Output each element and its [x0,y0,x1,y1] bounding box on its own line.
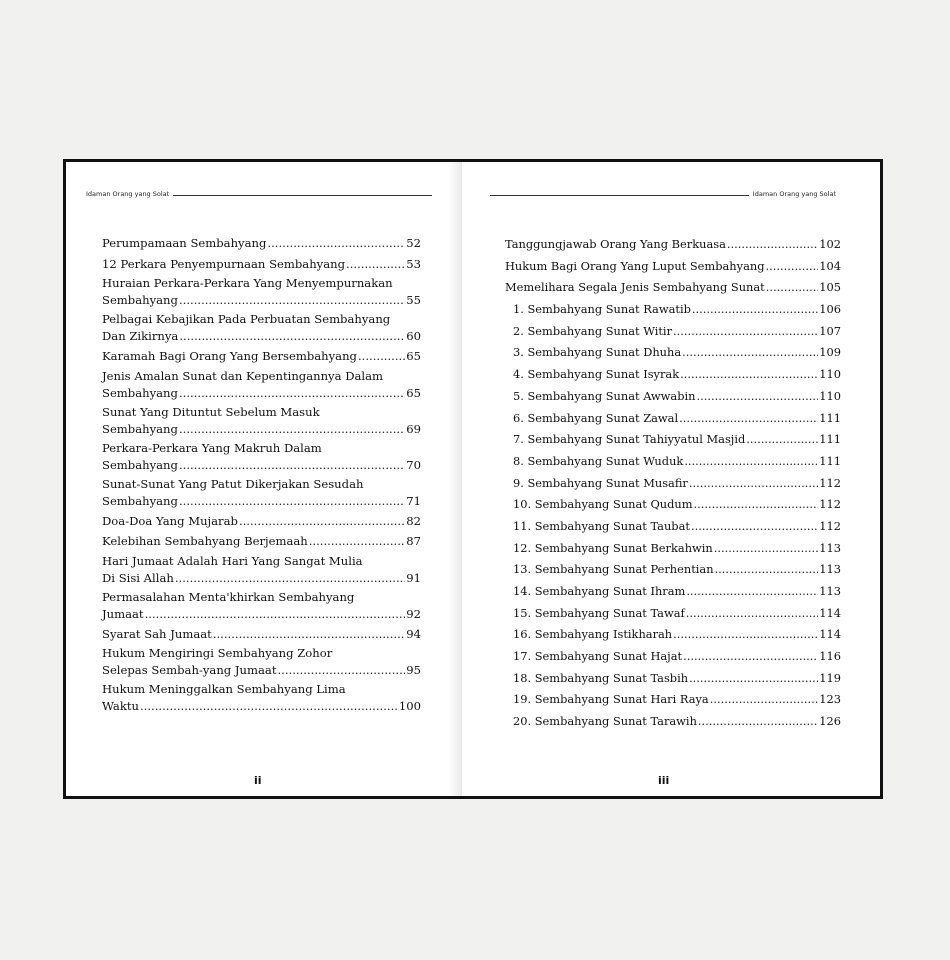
dot-leader [766,278,819,297]
toc-page-number: 113 [819,562,841,577]
toc-page-number: 111 [819,453,841,468]
toc-entry [505,669,841,688]
toc-entry-title: 3. Sembahyang Sunat Dhuha [513,345,682,360]
toc-page-number: 71 [406,493,421,508]
toc-page-number: 114 [819,605,841,620]
toc-page-number: 110 [819,388,841,403]
toc-entry [505,430,841,449]
dot-leader [691,517,818,536]
toc-entry-title: 20. Sembahyang Sunat Tarawih [513,714,697,729]
running-head [86,190,436,198]
toc-entry-row [513,517,841,536]
toc-entry-row [513,343,841,362]
dot-leader [714,539,818,558]
toc-entry-title-line: Di Sisi Allah [102,570,174,585]
toc-page-number: 105 [819,280,841,295]
toc-entry-title: Memelihara Segala Jenis Sembahyang Sunat [505,280,765,295]
toc-entry [505,625,841,644]
running-head [486,190,836,198]
dot-leader [267,234,405,253]
toc-entry-title: 16. Sembahyang Istikharah [513,627,673,642]
toc-entry-row [513,647,841,666]
toc-entry [505,235,841,254]
left-page [66,162,462,796]
toc-entry [505,539,841,558]
toc-page-number: 116 [819,649,841,664]
toc-entry-title-line: Sembahyang [102,493,178,508]
dot-leader [145,606,406,623]
dot-leader [179,493,405,510]
toc-entry-title-line: Selepas Sembah-yang Jumaat [102,663,277,677]
toc-entry [505,343,841,362]
toc-entry-row [513,430,841,449]
dot-leader [673,625,818,644]
dot-leader [727,235,818,254]
toc-entry [505,409,841,428]
toc-page-number: 112 [819,475,841,490]
dot-leader [358,347,405,366]
toc-entry-row [513,387,841,406]
dot-leader [698,712,818,731]
toc-page-number: 65 [406,385,421,400]
toc-entry-row [513,539,841,558]
toc-entry-row [102,625,421,644]
dot-leader [746,430,818,449]
toc-entry-title: 4. Sembahyang Sunat Isyrak [513,367,680,382]
toc-entry-row [513,604,841,623]
toc-entry-title-line: Perkara-Perkara Yang Makruh Dalam [102,440,322,455]
toc-entry-title: 12. Sembahyang Sunat Berkahwin [513,540,713,555]
toc-page-number: 111 [819,410,841,425]
toc-entry-row [513,300,841,319]
toc-entry [505,452,841,471]
toc-entry-row [102,662,421,679]
toc-entry [102,234,421,253]
toc-entry-title: 8. Sembahyang Sunat Wuduk [513,453,684,468]
toc-page-number: 109 [819,345,841,360]
dot-leader [686,604,819,623]
toc-entry-title-line: Sembahyang [102,385,178,400]
toc-entry-title-line: Syarat Sah Jumaat [102,626,212,641]
toc-entry-title: 9. Sembahyang Sunat Musafir [513,475,688,490]
toc-entry-title: Tanggungjawab Orang Yang Berkuasa [505,237,726,251]
toc-entry [505,517,841,536]
toc-entry [102,311,421,345]
toc-entry-row [102,606,421,623]
toc-entry-title: 19. Sembahyang Sunat Hari Raya [513,692,709,707]
running-head-title: Idaman Orang yang Solat [752,190,836,198]
toc-entry [102,532,421,551]
toc-entry-row [102,255,421,274]
toc-entry [102,476,421,510]
toc-entry [102,645,421,679]
toc-entry-title-line: Pelbagai Kebajikan Pada Perbuatan Sembahyang [102,312,391,326]
toc-page-number: 113 [819,584,841,598]
toc-page-number: 114 [819,627,841,642]
toc-entry-row [513,690,841,709]
toc-entry-row [513,669,841,688]
toc-entry-row [513,495,841,514]
toc-page-number: 113 [819,540,841,555]
toc-page-number: 100 [398,699,421,713]
toc-entry-title-line: Permasalahan Menta'khirkan Sembahyang [102,589,355,604]
dot-leader [682,343,818,362]
dot-leader [710,690,819,709]
toc-entry-title-line: Perumpamaan Sembahyang [102,236,267,250]
toc-entry [505,495,841,514]
toc-page-number: 92 [406,606,421,621]
dot-leader [694,495,819,514]
toc-entry [102,512,421,531]
toc-entry-title: 13. Sembahyang Sunat Perhentian [513,562,714,577]
toc-entry-row [513,560,841,579]
toc-page-number: 102 [819,237,841,251]
toc-list [102,234,421,717]
toc-entry [505,278,841,297]
header-rule [490,195,749,196]
toc-entry [505,604,841,623]
toc-page-number: 95 [406,663,421,677]
header-rule [173,195,432,196]
toc-entry-title: 1. Sembahyang Sunat Rawatib [513,302,691,317]
toc-list [505,235,841,734]
toc-page-number: 107 [819,323,841,338]
toc-page-number: 87 [406,534,421,548]
toc-entry [102,404,421,438]
toc-entry-title: 5. Sembahyang Sunat Awwabin [513,388,696,403]
toc-entry-title-line: Sembahyang [102,457,178,472]
toc-entry-title: 18. Sembahyang Sunat Tasbih [513,670,689,685]
dot-leader [213,625,405,644]
toc-entry-title: Hukum Bagi Orang Yang Luput Sembahyang [505,258,765,273]
toc-page-number: 55 [406,293,421,307]
toc-entry [102,347,421,366]
toc-page-number: 119 [819,670,841,685]
toc-entry-title: 15. Sembahyang Sunat Tawaf [513,605,685,620]
toc-entry-title: 17. Sembahyang Sunat Hajat [513,649,683,664]
toc-entry-row [505,278,841,297]
toc-entry-title-line: Sunat Yang Dituntut Sebelum Masuk [102,404,320,419]
toc-page-number: 52 [406,236,421,250]
toc-entry [102,589,421,623]
toc-entry [505,322,841,341]
toc-entry-row [102,328,421,345]
toc-page-number: 104 [819,258,841,273]
toc-entry [102,275,421,309]
dot-leader [680,365,818,384]
toc-entry-title-line: Sembahyang [102,293,178,307]
toc-entry-title: 11. Sembahyang Sunat Taubat [513,518,690,533]
toc-entry-title-line: Sunat-Sunat Yang Patut Dikerjakan Sesudah [102,476,364,491]
dot-leader [684,452,818,471]
toc-entry [505,647,841,666]
dot-leader [766,257,819,276]
toc-entry [505,474,841,493]
toc-entry-row [102,512,421,531]
dot-leader [689,669,818,688]
toc-entry-title-line: 12 Perkara Penyempurnaan Sembahyang [102,256,346,271]
dot-leader [179,421,405,438]
dot-leader [696,387,818,406]
toc-entry-title-line: Doa-Doa Yang Mujarab [102,513,238,528]
toc-entry-row [505,235,841,254]
dot-leader [686,582,818,601]
toc-page-number: 106 [819,302,841,317]
toc-entry-title-line: Jumaat [102,606,144,621]
dot-leader [679,409,818,428]
toc-entry [102,625,421,644]
dot-leader [689,474,818,493]
toc-page-number: 70 [406,457,421,472]
dot-leader [179,292,405,309]
toc-page-number: 112 [819,518,841,533]
toc-entry [102,368,421,402]
dot-leader [239,512,405,531]
toc-page-number: 60 [406,329,421,343]
toc-entry-title-line: Kelebihan Sembahyang Berjemaah [102,534,308,548]
toc-entry-row [102,493,421,510]
toc-entry-row [513,474,841,493]
toc-entry-title: 6. Sembahyang Sunat Zawal [513,410,679,425]
toc-entry-row [102,532,421,551]
toc-entry-row [102,698,421,715]
toc-page-number: 110 [819,367,841,382]
toc-entry-title: 14. Sembahyang Sunat Ihram [513,584,686,598]
toc-entry [102,440,421,474]
toc-entry-title-line: Hukum Meninggalkan Sembahyang Lima [102,682,346,696]
toc-entry-row [102,385,421,402]
toc-page-number: 53 [406,256,421,271]
toc-entry-row [513,409,841,428]
right-page [462,162,880,796]
toc-entry-row [513,452,841,471]
toc-entry [505,387,841,406]
dot-leader [346,255,405,274]
toc-entry-title-line: Jenis Amalan Sunat dan Kepentingannya Dalam [102,368,384,383]
dot-leader [309,532,405,551]
toc-entry [102,255,421,274]
dot-leader [179,385,405,402]
toc-entry-row [102,292,421,309]
book-spread [63,159,883,799]
toc-entry-title-line: Dan Zikirnya [102,329,179,343]
dot-leader [692,300,818,319]
toc-page-number: 69 [406,421,421,436]
toc-entry-title-line: Waktu [102,699,139,713]
toc-page-number: 91 [406,570,421,585]
toc-entry-title: 2. Sembahyang Sunat Witir [513,323,673,338]
toc-entry [102,681,421,715]
toc-page-number: 82 [406,513,421,528]
toc-entry [505,560,841,579]
toc-entry-row [102,347,421,366]
toc-page-number: 65 [406,349,421,363]
toc-entry-row [513,322,841,341]
toc-entry-row [102,457,421,474]
toc-page-number: 111 [819,432,841,447]
dot-leader [140,698,398,715]
dot-leader [683,647,818,666]
toc-entry-row [513,625,841,644]
toc-entry-row [505,257,841,276]
dot-leader [673,322,818,341]
toc-entry [505,582,841,601]
toc-entry [505,365,841,384]
toc-entry-row [102,234,421,253]
toc-page-number: 94 [406,626,421,641]
dot-leader [175,570,405,587]
toc-page-number: 126 [819,714,841,729]
toc-entry-title-line: Hari Jumaat Adalah Hari Yang Sangat Mulia [102,553,363,568]
toc-entry-title-line: Hukum Mengiringi Sembahyang Zohor [102,646,333,660]
toc-entry [505,257,841,276]
toc-entry [505,712,841,731]
toc-entry-title-line: Karamah Bagi Orang Yang Bersembahyang [102,349,357,363]
dot-leader [715,560,819,579]
toc-entry-row [513,712,841,731]
toc-entry-row [102,570,421,587]
page-number: iii [658,774,670,787]
toc-entry-row [102,421,421,438]
dot-leader [277,662,405,679]
toc-page-number: 112 [819,497,841,512]
toc-entry-title: 10. Sembahyang Sunat Qudum [513,497,693,512]
toc-entry-title-line: Sembahyang [102,421,178,436]
toc-entry-title: 7. Sembahyang Sunat Tahiyyatul Masjid [513,432,746,447]
dot-leader [179,457,405,474]
toc-entry-title-line: Huraian Perkara-Perkara Yang Menyempurnakan [102,276,393,290]
running-head-title: Idaman Orang yang Solat [86,190,170,198]
toc-entry-row [513,365,841,384]
toc-entry [505,300,841,319]
toc-page-number: 123 [819,692,841,707]
page-number: ii [254,774,262,787]
toc-entry [505,690,841,709]
toc-entry [102,553,421,587]
dot-leader [179,328,405,345]
toc-entry-row [513,582,841,601]
